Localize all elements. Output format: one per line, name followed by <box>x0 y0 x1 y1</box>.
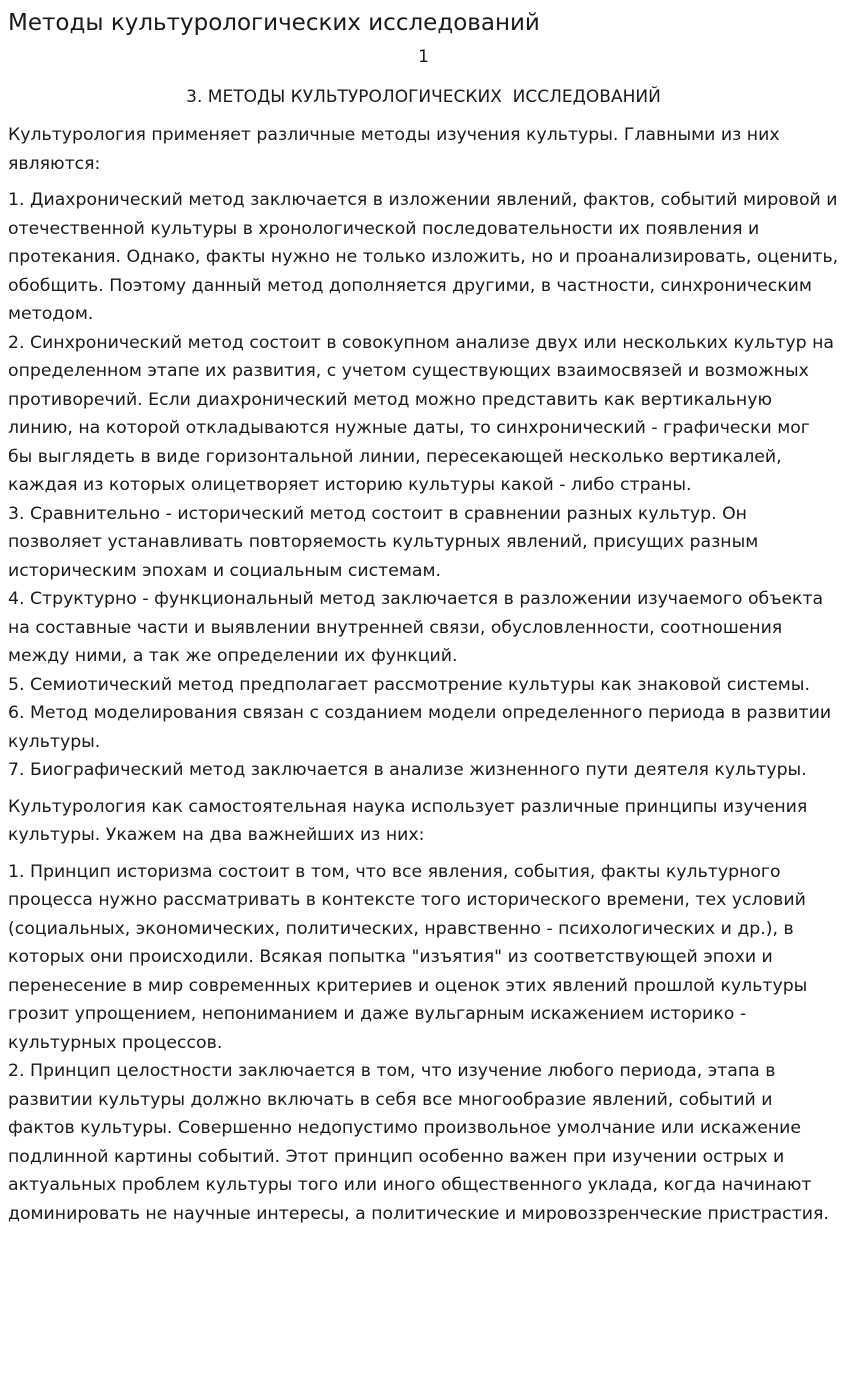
intro-paragraph: Культурология применяет различные методы изучения культуры. Главными из них являются: <box>8 125 780 174</box>
method-item-biographical: 7. Биографический метод заключается в анализе жизненного пути деятеля культуры. <box>8 760 807 780</box>
method-item-synchronic: 2. Синхронический метод состоит в совокупном анализе двух или нескольких культур на определенном этапе их развития, с учетом существующих взаимосвязей и возможных противоречий. Если диахронический метод можно представить как вертикальную линию, на которой откладываются нужные даты, то синхронический - графически мог бы выглядеть в виде горизонтальной линии, пересекающей несколько вертикалей, каждая из которых олицетворяет историю культуры какой - либо страны. <box>8 332 834 495</box>
principles-intro-paragraph: Культурология как самостоятельная наука использует различные принципы изучения культуры. Укажем на два важнейших из них: <box>8 796 808 845</box>
methods-list <box>8 186 839 785</box>
method-item-structural-functional: 4. Структурно - функциональный метод заключается в разложении изучаемого объекта на составные части и выявлении внутренней связи, обусловленности, соотношения между ними, а так же определении их функций. <box>8 589 824 666</box>
document-title: Методы культурологических исследований <box>8 10 540 36</box>
section-heading: 3. МЕТОДЫ КУЛЬТУРОЛОГИЧЕСКИХ ИССЛЕДОВАНИЙ <box>186 87 661 107</box>
principle-item-historicism: 1. Принцип историзма состоит в том, что все явления, события, факты культурного процесса нужно рассматривать в контексте того исторического времени, тех условий (социальных, экономических, политических, нравственно - психологических и др.), в которых они происходили. Всякая попытка "изъятия" из соответствующей эпохи и перенесение в мир современных критериев и оценок этих явлений прошлой культуры грозит упрощением, непониманием и даже вульгарным искажением историко - культурных процессов. <box>8 861 808 1053</box>
principles-list <box>8 858 839 1229</box>
method-item-comparative-historical: 3. Сравнительно - исторический метод состоит в сравнении разных культур. Он позволяет устанавливать повторяемость культурных явлений, присущих разным историческим эпохам и социальным системам. <box>8 503 759 581</box>
principle-item-integrity: 2. Принцип целостности заключается в том, что изучение любого периода, этапа в развитии культуры должно включать в себя все многообразие явлений, событий и фактов культуры. Совершенно недопустимо произвольное умолчание или искажение подлинной картины событий. Этот принцип особенно важен при изучении острых и актуальных проблем культуры того или иного общественного уклада, когда начинают доминировать не научные интересы, а политические и мировоззренческие пристрастия. <box>8 1061 829 1224</box>
page-number: 1 <box>418 47 429 67</box>
method-item-semiotic: 5. Семиотический метод предполагает рассмотрение культуры как знаковой системы. <box>8 674 810 695</box>
method-item-diachronic: 1. Диахронический метод заключается в изложении явлений, фактов, событий мировой и отечественной культуры в хронологической последовательности их появления и протекания. Однако, факты нужно не только изложить, но и проанализировать, оценить, обобщить. Поэтому данный метод дополняется другими, в частности, синхроническим методом. <box>8 190 839 324</box>
method-item-modeling: 6. Метод моделирования связан с созданием модели определенного периода в развитии культуры. <box>8 703 832 752</box>
